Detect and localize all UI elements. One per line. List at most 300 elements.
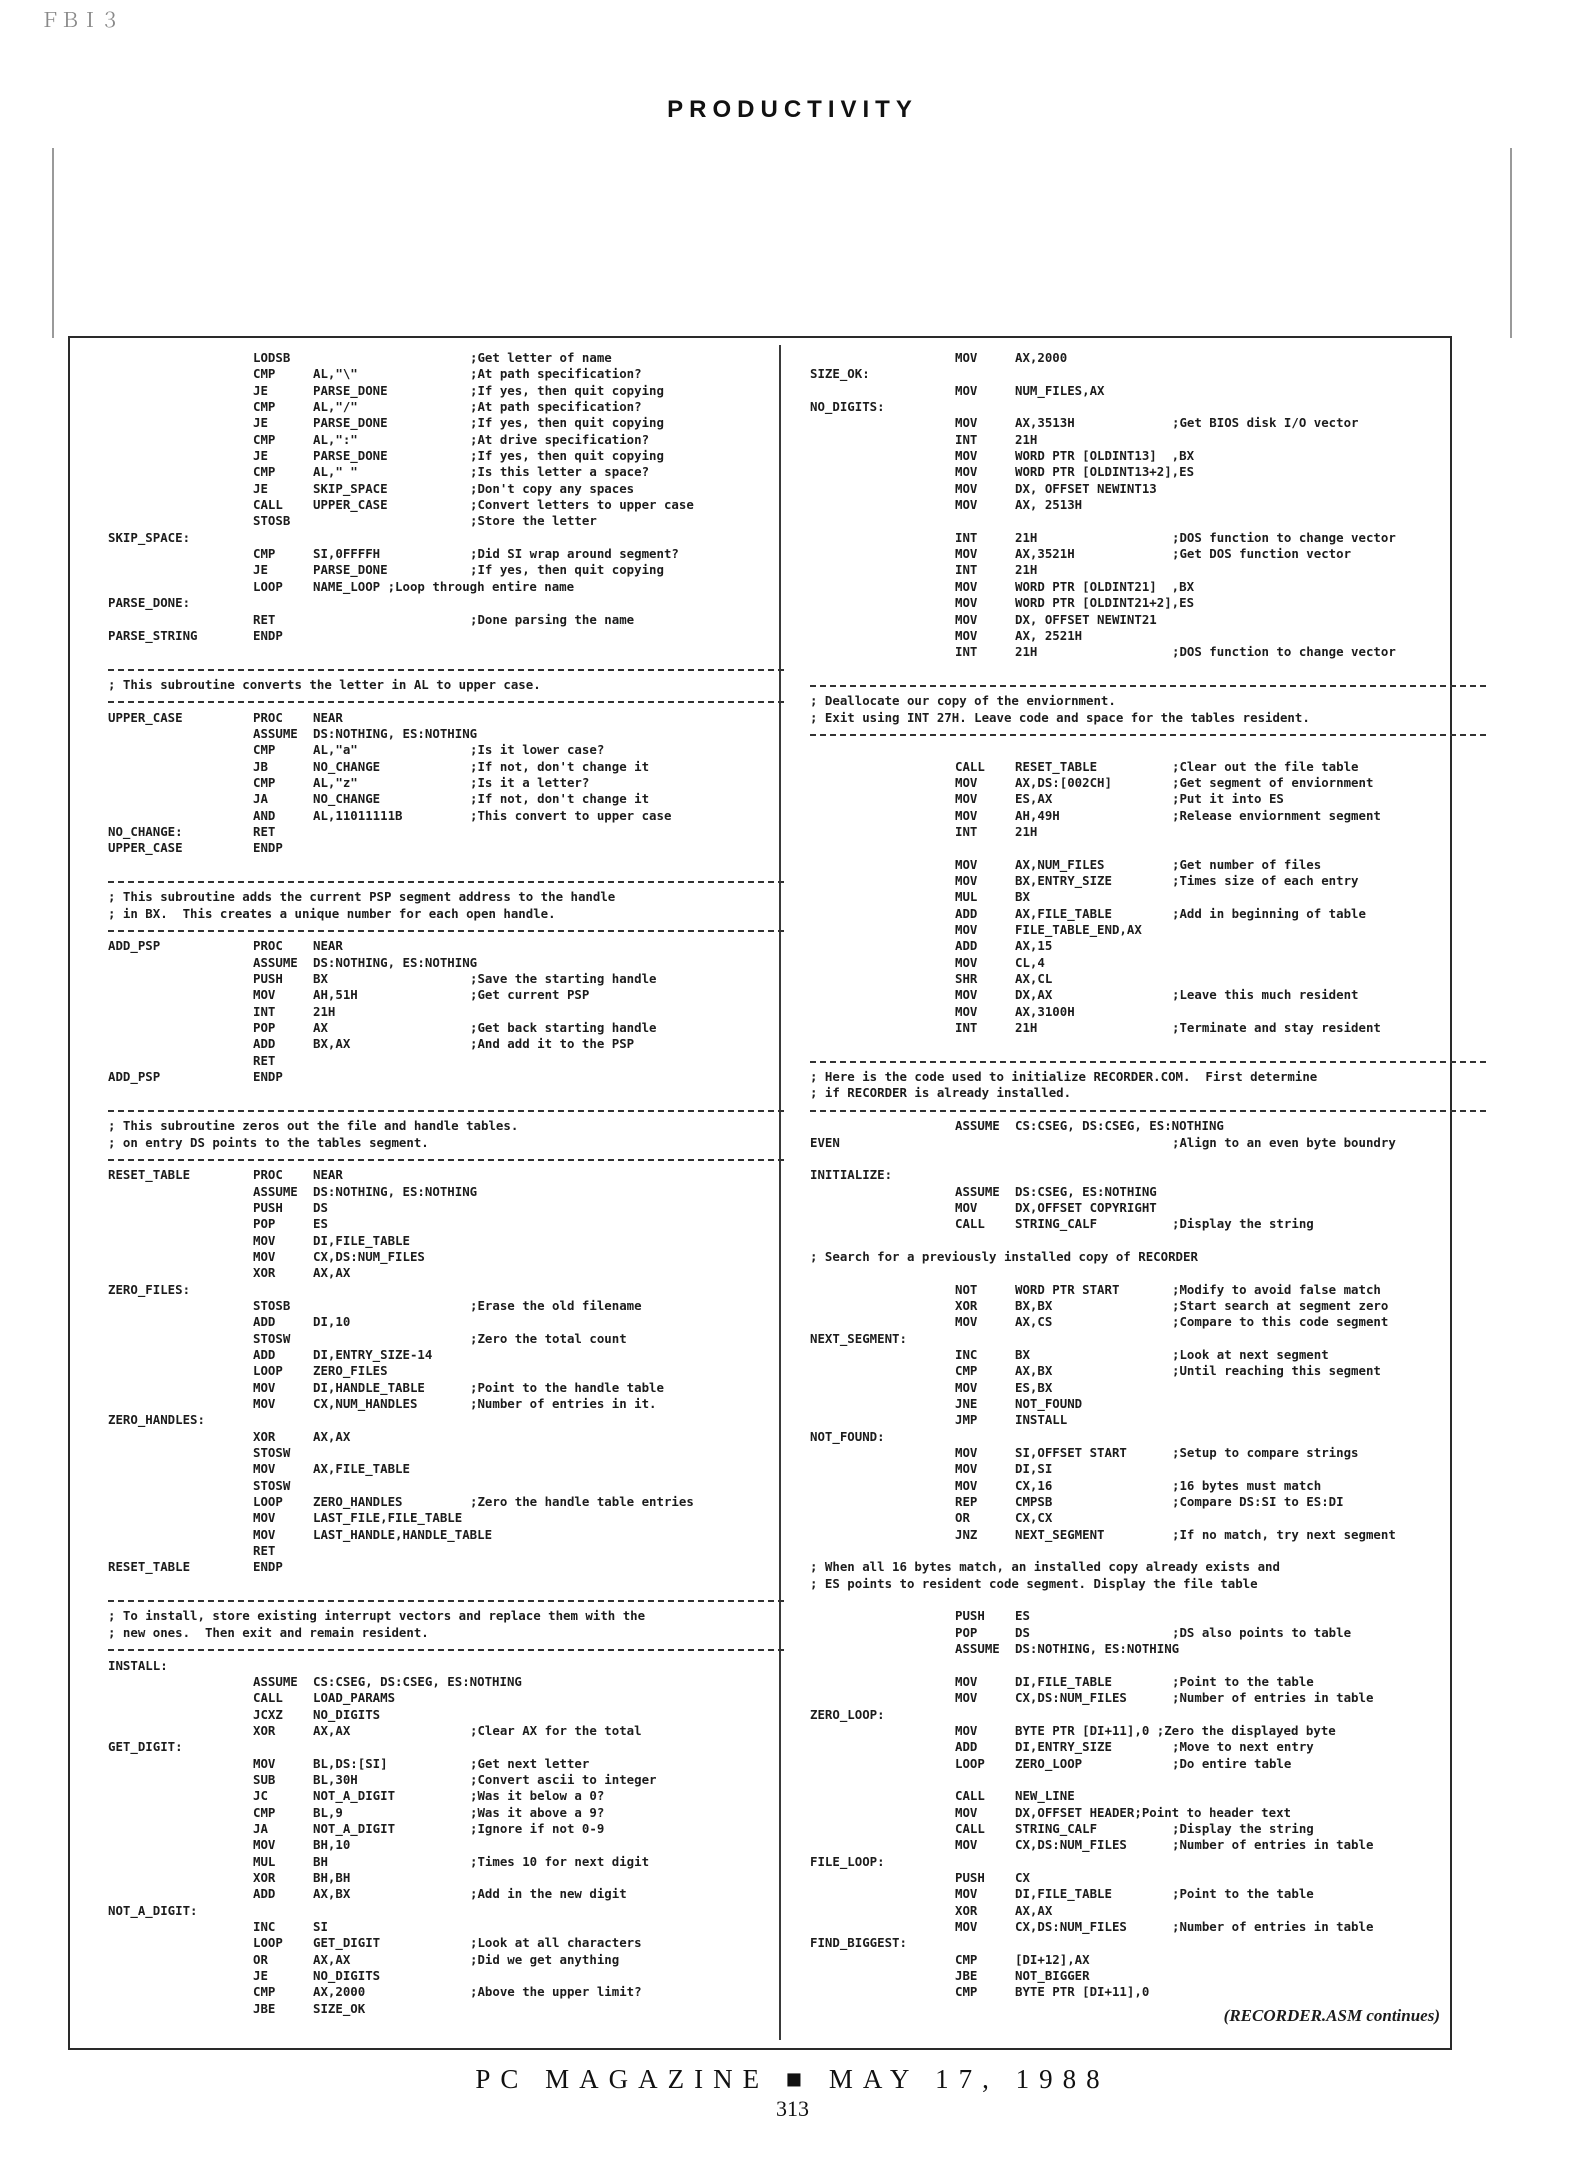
code-line bbox=[810, 1265, 1490, 1281]
code-opcode: ADD bbox=[955, 1739, 978, 1755]
code-comment: ;At path specification? bbox=[470, 366, 642, 382]
code-opcode: ASSUME bbox=[253, 1673, 298, 1689]
code-line bbox=[108, 1461, 788, 1477]
code-comment-block: ; This subroutine zeros out the file and handle tables. bbox=[108, 1118, 519, 1134]
comment-rule bbox=[810, 1102, 1490, 1118]
code-opcode: MOV bbox=[253, 987, 276, 1003]
code-opcode: XOR bbox=[955, 1902, 978, 1918]
code-opcode: CMP bbox=[253, 1804, 276, 1820]
code-line bbox=[810, 873, 1490, 889]
code-comment: ;Compare DS:SI to ES:DI bbox=[1172, 1494, 1344, 1510]
code-line bbox=[108, 350, 788, 366]
code-line bbox=[108, 1412, 788, 1428]
code-line bbox=[810, 1854, 1490, 1870]
code-opcode: JBE bbox=[955, 1968, 978, 1984]
code-line bbox=[810, 759, 1490, 775]
code-line bbox=[810, 1870, 1490, 1886]
code-operand: DI,ENTRY_SIZE-14 bbox=[313, 1346, 433, 1362]
code-label: NOT_FOUND: bbox=[810, 1428, 885, 1444]
code-comment: ;Above the upper limit? bbox=[470, 1984, 642, 2000]
code-line bbox=[108, 1494, 788, 1510]
code-operand: CX bbox=[1015, 1869, 1030, 1885]
code-opcode: JB bbox=[253, 758, 268, 774]
code-operand: NOT_A_DIGIT bbox=[313, 1788, 396, 1804]
code-operand: AX,FILE_TABLE bbox=[1015, 905, 1112, 921]
code-operand: SI,OFFSET START bbox=[1015, 1445, 1127, 1461]
code-line bbox=[810, 481, 1490, 497]
comment-rule bbox=[108, 1151, 788, 1167]
code-line bbox=[810, 971, 1490, 987]
code-opcode: MOV bbox=[955, 578, 978, 594]
code-operand: BX,AX bbox=[313, 1036, 351, 1052]
code-operand: CX,DS:NUM_FILES bbox=[1015, 1690, 1127, 1706]
code-operand: DI,FILE_TABLE bbox=[1015, 1886, 1112, 1902]
code-line bbox=[108, 1363, 788, 1379]
code-operand: PARSE_DONE bbox=[313, 562, 388, 578]
code-operand: CS:CSEG, DS:CSEG, ES:NOTHING bbox=[313, 1673, 522, 1689]
code-line bbox=[810, 1085, 1490, 1101]
code-opcode: AND bbox=[253, 807, 276, 823]
code-opcode: INT bbox=[955, 529, 978, 545]
code-line bbox=[810, 366, 1490, 382]
code-opcode: STOSB bbox=[253, 513, 291, 529]
code-operand: BYTE PTR [DI+11],0 bbox=[1015, 1984, 1150, 2000]
code-operand: DX,OFFSET HEADER;Point to header text bbox=[1015, 1804, 1292, 1820]
code-operand: WORD PTR [OLDINT21+2],ES bbox=[1015, 595, 1195, 611]
code-line bbox=[108, 1331, 788, 1347]
code-label: PARSE_DONE: bbox=[108, 595, 191, 611]
code-line bbox=[108, 1772, 788, 1788]
code-operand: AX bbox=[313, 1020, 328, 1036]
code-line bbox=[810, 612, 1490, 628]
code-opcode: XOR bbox=[253, 1265, 276, 1281]
page-rule-right bbox=[1510, 148, 1512, 338]
code-opcode: PUSH bbox=[253, 971, 283, 987]
code-comment: ;Release enviornment segment bbox=[1172, 807, 1381, 823]
code-comment: ;Leave this much resident bbox=[1172, 987, 1359, 1003]
code-opcode: RET bbox=[253, 1052, 276, 1068]
code-opcode: MOV bbox=[955, 1477, 978, 1493]
code-opcode: MOV bbox=[955, 1199, 978, 1215]
code-line bbox=[108, 1085, 788, 1101]
code-opcode: MOV bbox=[955, 546, 978, 562]
code-operand: AX,AX bbox=[313, 1722, 351, 1738]
code-comment: ;Modify to avoid false match bbox=[1172, 1281, 1381, 1297]
code-comment: ;Point to the handle table bbox=[470, 1379, 664, 1395]
code-line bbox=[108, 1135, 788, 1151]
code-operand: BL,9 bbox=[313, 1804, 343, 1820]
code-line bbox=[810, 661, 1490, 677]
code-line bbox=[108, 1347, 788, 1363]
code-line bbox=[108, 1870, 788, 1886]
code-opcode: STOSW bbox=[253, 1445, 291, 1461]
code-line bbox=[108, 742, 788, 758]
code-line bbox=[810, 710, 1490, 726]
code-operand: DI,FILE_TABLE bbox=[313, 1232, 410, 1248]
code-comment-block: ; Search for a previously installed copy of RECORDER bbox=[810, 1248, 1198, 1264]
code-operand: PARSE_DONE bbox=[313, 415, 388, 431]
code-line bbox=[810, 1151, 1490, 1167]
code-opcode: ENDP bbox=[253, 1069, 283, 1085]
code-opcode: MOV bbox=[955, 774, 978, 790]
code-line bbox=[810, 1282, 1490, 1298]
code-operand: AL," " bbox=[313, 464, 358, 480]
code-label: RESET_TABLE bbox=[108, 1559, 191, 1575]
code-opcode: INT bbox=[955, 431, 978, 447]
code-opcode: STOSB bbox=[253, 1297, 291, 1313]
code-comment: ;Number of entries in table bbox=[1172, 1919, 1374, 1934]
code-operand: BH,10 bbox=[313, 1837, 351, 1853]
code-comment: ;If not, don't change it bbox=[470, 791, 650, 807]
code-opcode: INC bbox=[955, 1346, 978, 1362]
code-line bbox=[810, 1200, 1490, 1216]
code-operand: DS bbox=[313, 1199, 328, 1215]
code-line bbox=[108, 1559, 788, 1575]
code-opcode: LOOP bbox=[253, 1363, 283, 1379]
code-operand: AX,15 bbox=[1015, 938, 1053, 954]
code-line bbox=[108, 710, 788, 726]
code-line bbox=[810, 1984, 1490, 2000]
code-opcode: MOV bbox=[955, 448, 978, 464]
code-comment-block: ; When all 16 bytes match, an installed copy already exists and bbox=[810, 1559, 1280, 1575]
code-line bbox=[810, 938, 1490, 954]
code-operand: NUM_FILES,AX bbox=[1015, 382, 1105, 398]
code-label: INSTALL: bbox=[108, 1657, 168, 1673]
code-operand: LAST_HANDLE,HANDLE_TABLE bbox=[313, 1526, 493, 1542]
code-line bbox=[108, 1690, 788, 1706]
code-opcode: POP bbox=[253, 1020, 276, 1036]
code-opcode: CALL bbox=[253, 497, 283, 513]
code-line bbox=[810, 497, 1490, 513]
code-line bbox=[810, 693, 1490, 709]
code-opcode: PROC bbox=[253, 938, 283, 954]
code-line bbox=[108, 1608, 788, 1624]
code-line bbox=[810, 955, 1490, 971]
code-comment: ;Display the string bbox=[1172, 1820, 1314, 1836]
code-line bbox=[108, 1478, 788, 1494]
code-operand: NAME_LOOP ;Loop through entire name bbox=[313, 578, 575, 594]
code-opcode: MOV bbox=[955, 1003, 978, 1019]
code-operand: AX,AX bbox=[313, 1265, 351, 1281]
code-line bbox=[108, 1445, 788, 1461]
code-line bbox=[810, 628, 1490, 644]
code-label: NO_DIGITS: bbox=[810, 399, 885, 415]
code-operand: NEW_LINE bbox=[1015, 1788, 1075, 1804]
code-operand: CX,DS:NUM_FILES bbox=[313, 1248, 425, 1264]
code-line bbox=[108, 1265, 788, 1281]
code-opcode: JE bbox=[253, 562, 268, 578]
code-comment-block: ; Exit using INT 27H. Leave code and space for the tables resident. bbox=[810, 709, 1310, 725]
code-line bbox=[810, 791, 1490, 807]
code-line bbox=[810, 1461, 1490, 1477]
code-line bbox=[108, 1576, 788, 1592]
code-line bbox=[810, 1592, 1490, 1608]
code-opcode: JE bbox=[253, 382, 268, 398]
code-operand: INSTALL bbox=[1015, 1412, 1068, 1428]
code-opcode: MOV bbox=[955, 1379, 978, 1395]
code-opcode: CALL bbox=[955, 758, 985, 774]
code-operand: PARSE_DONE bbox=[313, 382, 388, 398]
code-opcode: ASSUME bbox=[253, 954, 298, 970]
code-opcode: JE bbox=[253, 448, 268, 464]
code-line bbox=[810, 1641, 1490, 1657]
code-opcode: MOV bbox=[955, 464, 978, 480]
code-opcode: CALL bbox=[955, 1788, 985, 1804]
code-line bbox=[810, 1739, 1490, 1755]
code-opcode: RET bbox=[253, 611, 276, 627]
code-comment: ;Get back starting handle bbox=[470, 1020, 657, 1036]
code-line bbox=[108, 415, 788, 431]
code-operand: CL,4 bbox=[1015, 954, 1045, 970]
code-line bbox=[810, 546, 1490, 562]
code-opcode: ADD bbox=[253, 1314, 276, 1330]
code-comment: ;Clear out the file table bbox=[1172, 758, 1359, 774]
code-opcode: INT bbox=[955, 1020, 978, 1036]
code-operand: WORD PTR [OLDINT13+2],ES bbox=[1015, 464, 1195, 480]
code-label: SIZE_OK: bbox=[810, 366, 870, 382]
code-opcode: XOR bbox=[955, 1297, 978, 1313]
code-comment: ;Is it lower case? bbox=[470, 742, 605, 758]
code-opcode: CMP bbox=[955, 1363, 978, 1379]
code-comment: ;Align to an even byte boundry bbox=[1172, 1134, 1396, 1150]
code-line bbox=[810, 1118, 1490, 1134]
code-line bbox=[810, 383, 1490, 399]
code-line bbox=[108, 1756, 788, 1772]
comment-rule bbox=[108, 1641, 788, 1657]
code-comment: ;If not, don't change it bbox=[470, 758, 650, 774]
code-line bbox=[108, 1886, 788, 1902]
code-opcode: MOV bbox=[955, 382, 978, 398]
code-line bbox=[810, 1608, 1490, 1624]
code-operand: AX,AX bbox=[313, 1951, 351, 1967]
code-line bbox=[108, 1527, 788, 1543]
code-comment: ;If no match, try next segment bbox=[1172, 1526, 1396, 1542]
code-operand: DS bbox=[1015, 1624, 1030, 1640]
code-line bbox=[108, 840, 788, 856]
code-opcode: ASSUME bbox=[955, 1641, 1000, 1657]
code-line bbox=[108, 1903, 788, 1919]
code-opcode: MOV bbox=[253, 1837, 276, 1853]
code-opcode: ADD bbox=[253, 1886, 276, 1902]
code-line bbox=[108, 1837, 788, 1853]
code-line bbox=[108, 808, 788, 824]
code-comment: ;Zero the total count bbox=[470, 1330, 627, 1346]
code-comment: ;Did we get anything bbox=[470, 1951, 620, 1967]
code-line bbox=[810, 1772, 1490, 1788]
code-comment: ;Get number of files bbox=[1172, 856, 1322, 872]
comment-rule bbox=[108, 873, 788, 889]
code-operand: AX,BX bbox=[313, 1886, 351, 1902]
code-comment: ;Setup to compare strings bbox=[1172, 1445, 1359, 1461]
code-comment: ;Move to next entry bbox=[1172, 1739, 1314, 1755]
code-line bbox=[108, 1968, 788, 1984]
code-opcode: SUB bbox=[253, 1771, 276, 1787]
code-line bbox=[810, 775, 1490, 791]
code-operand: WORD PTR [OLDINT21] ,BX bbox=[1015, 578, 1195, 594]
code-line bbox=[810, 1788, 1490, 1804]
code-opcode: INC bbox=[253, 1919, 276, 1934]
code-comment: ;Was it above a 9? bbox=[470, 1804, 605, 1820]
code-operand: DS:NOTHING, ES:NOTHING bbox=[313, 1183, 478, 1199]
code-comment: ;If yes, then quit copying bbox=[470, 415, 664, 431]
code-comment: ;Zero the handle table entries bbox=[470, 1494, 694, 1510]
code-opcode: CALL bbox=[253, 1690, 283, 1706]
code-line bbox=[108, 906, 788, 922]
code-line bbox=[810, 1004, 1490, 1020]
code-line bbox=[108, 1854, 788, 1870]
code-operand: CX,DS:NUM_FILES bbox=[1015, 1919, 1127, 1934]
code-opcode: LOOP bbox=[253, 1494, 283, 1510]
code-line bbox=[108, 1674, 788, 1690]
code-opcode: INT bbox=[955, 644, 978, 660]
code-comment: ;Convert ascii to integer bbox=[470, 1771, 657, 1787]
code-line bbox=[108, 1069, 788, 1085]
code-line bbox=[810, 1690, 1490, 1706]
code-operand: CS:CSEG, DS:CSEG, ES:NOTHING bbox=[1015, 1118, 1224, 1134]
page-number: 313 bbox=[776, 2096, 809, 2121]
code-line bbox=[108, 955, 788, 971]
code-line bbox=[108, 791, 788, 807]
code-comment: ;DS also points to table bbox=[1172, 1624, 1352, 1640]
code-comment-block: ; Deallocate our copy of the enviornment. bbox=[810, 693, 1116, 709]
code-comment-block: ; To install, store existing interrupt vectors and replace them with the bbox=[108, 1608, 646, 1624]
code-line bbox=[810, 644, 1490, 660]
code-opcode: MOV bbox=[955, 954, 978, 970]
code-line bbox=[108, 1510, 788, 1526]
code-comment: ;Compare to this code segment bbox=[1172, 1314, 1389, 1330]
code-line bbox=[810, 399, 1490, 415]
code-opcode: CMP bbox=[253, 742, 276, 758]
code-line bbox=[108, 1233, 788, 1249]
code-label: GET_DIGIT: bbox=[108, 1739, 183, 1755]
code-operand: 21H bbox=[1015, 644, 1038, 660]
code-opcode: JNZ bbox=[955, 1526, 978, 1542]
code-line bbox=[108, 1625, 788, 1641]
code-operand: AX,DS:[002CH] bbox=[1015, 774, 1112, 790]
code-operand: CMPSB bbox=[1015, 1494, 1053, 1510]
code-opcode: MOV bbox=[253, 1232, 276, 1248]
code-line bbox=[108, 987, 788, 1003]
code-operand: AX,2000 bbox=[1015, 350, 1068, 365]
code-operand: DX, OFFSET NEWINT13 bbox=[1015, 480, 1157, 496]
code-operand: 21H bbox=[1015, 823, 1038, 839]
code-line bbox=[810, 1805, 1490, 1821]
code-operand: NOT_FOUND bbox=[1015, 1396, 1083, 1411]
code-opcode: JNE bbox=[955, 1396, 978, 1411]
code-opcode: LOOP bbox=[955, 1755, 985, 1771]
code-comment: ;Get letter of name bbox=[470, 350, 612, 365]
code-opcode: PROC bbox=[253, 1167, 283, 1183]
code-line bbox=[810, 1935, 1490, 1951]
code-comment: ;At drive specification? bbox=[470, 431, 650, 447]
code-label: ADD_PSP bbox=[108, 1069, 161, 1085]
code-label: NO_CHANGE: bbox=[108, 823, 183, 839]
code-comment: ;Get next letter bbox=[470, 1755, 590, 1771]
code-opcode: MOV bbox=[955, 922, 978, 938]
code-opcode: ADD bbox=[253, 1346, 276, 1362]
code-line bbox=[810, 1707, 1490, 1723]
code-opcode: MOV bbox=[253, 1396, 276, 1411]
corner-scan-mark: ＦＢＩ３ bbox=[40, 10, 120, 32]
code-operand: LOAD_PARAMS bbox=[313, 1690, 396, 1706]
code-comment: ;Is it a letter? bbox=[470, 774, 590, 790]
code-comment-block: ; Here is the code used to initialize RECORDER.COM. First determine bbox=[810, 1069, 1318, 1085]
code-operand: UPPER_CASE bbox=[313, 497, 388, 513]
code-operand: AH,49H bbox=[1015, 807, 1060, 823]
code-line bbox=[810, 1249, 1490, 1265]
code-opcode: MOV bbox=[955, 1804, 978, 1820]
code-line bbox=[810, 1380, 1490, 1396]
code-line bbox=[108, 1200, 788, 1216]
code-operand: ZERO_LOOP bbox=[1015, 1755, 1083, 1771]
code-opcode: MOV bbox=[955, 497, 978, 513]
code-opcode: JA bbox=[253, 1820, 268, 1836]
code-opcode: XOR bbox=[253, 1722, 276, 1738]
code-comment: ;Put it into ES bbox=[1172, 791, 1284, 807]
code-line bbox=[810, 1674, 1490, 1690]
code-label: UPPER_CASE bbox=[108, 840, 183, 856]
code-operand: DS:CSEG, ES:NOTHING bbox=[1015, 1183, 1157, 1199]
code-comment: ;Done parsing the name bbox=[470, 611, 635, 627]
code-comment: ;Do entire table bbox=[1172, 1755, 1292, 1771]
code-line bbox=[810, 1478, 1490, 1494]
code-opcode: MOV bbox=[955, 1722, 978, 1738]
code-line bbox=[810, 1069, 1490, 1085]
code-opcode: ASSUME bbox=[955, 1183, 1000, 1199]
code-line bbox=[108, 579, 788, 595]
code-opcode: NOT bbox=[955, 1281, 978, 1297]
code-line bbox=[810, 824, 1490, 840]
code-line bbox=[108, 612, 788, 628]
code-line bbox=[810, 1723, 1490, 1739]
code-line bbox=[108, 530, 788, 546]
code-opcode: MOV bbox=[955, 807, 978, 823]
code-operand: RESET_TABLE bbox=[1015, 758, 1098, 774]
code-operand: BL,30H bbox=[313, 1771, 358, 1787]
code-comment: ;At path specification? bbox=[470, 399, 642, 415]
code-operand: ES bbox=[1015, 1608, 1030, 1624]
code-opcode: MOV bbox=[955, 611, 978, 627]
code-line bbox=[810, 1396, 1490, 1412]
code-line bbox=[810, 350, 1490, 366]
code-opcode: JE bbox=[253, 1968, 268, 1984]
code-comment: ;Add in the new digit bbox=[470, 1886, 627, 1902]
code-opcode: MUL bbox=[253, 1853, 276, 1869]
code-line bbox=[810, 1036, 1490, 1052]
code-line bbox=[810, 1837, 1490, 1853]
code-operand: AX,FILE_TABLE bbox=[313, 1461, 410, 1477]
code-operand: BX,BX bbox=[1015, 1297, 1053, 1313]
code-line bbox=[810, 1821, 1490, 1837]
code-label: PARSE_STRING bbox=[108, 627, 198, 643]
code-comment-block: ; This subroutine converts the letter in AL to upper case. bbox=[108, 676, 541, 692]
code-line bbox=[810, 1543, 1490, 1559]
code-line bbox=[810, 1429, 1490, 1445]
code-opcode: CMP bbox=[955, 1951, 978, 1967]
code-line bbox=[108, 1036, 788, 1052]
code-line bbox=[810, 513, 1490, 529]
code-line bbox=[108, 1184, 788, 1200]
code-operand: 21H bbox=[1015, 529, 1038, 545]
code-opcode: MOV bbox=[955, 791, 978, 807]
code-line bbox=[810, 1658, 1490, 1674]
code-operand: SKIP_SPACE bbox=[313, 480, 388, 496]
code-operand: AX,AX bbox=[313, 1428, 351, 1444]
code-line bbox=[810, 1216, 1490, 1232]
code-comment: ;Look at next segment bbox=[1172, 1346, 1329, 1362]
code-opcode: JE bbox=[253, 415, 268, 431]
code-line bbox=[108, 1543, 788, 1559]
